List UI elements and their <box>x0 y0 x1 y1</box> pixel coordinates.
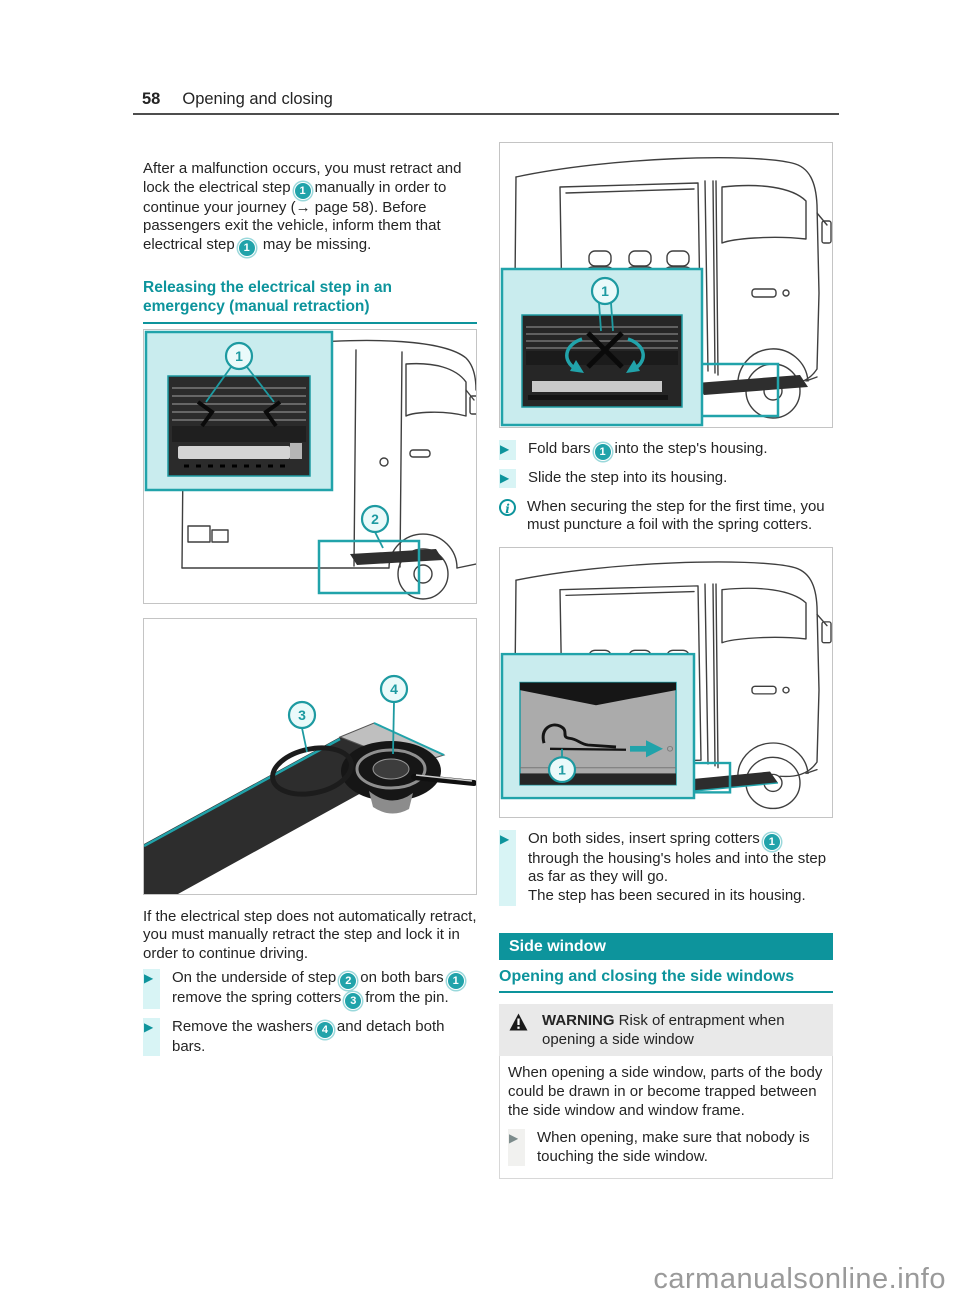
van-fold-bars-illustration <box>500 143 832 427</box>
svg-text:1: 1 <box>235 347 243 364</box>
callout-1-badge: 1 <box>595 444 611 460</box>
callout-4-badge: 4 <box>317 1022 333 1038</box>
warning-body <box>499 1056 833 1179</box>
info-icon: i <box>499 499 516 516</box>
info-note-text: When securing the step for the first time, you must puncture a foil with the spring cotters. <box>527 497 825 534</box>
figure-van-fold-bars <box>499 142 833 428</box>
svg-text:1: 1 <box>601 283 609 299</box>
watermark: carmanualsonline.info <box>653 1263 946 1295</box>
instruction-arrow-icon: ▶ <box>143 969 160 1009</box>
intro-text-2: manually in order to continue your journey (→ page 58). Before passengers exit the vehicle, inform them that electrical step <box>143 178 447 253</box>
callout-1-badge: 1 <box>764 834 780 850</box>
secure-steps <box>499 830 833 906</box>
figure-van-step-bars <box>143 329 477 604</box>
step-text: On both sides, insert spring cotters 1 through the housing's holes and into the step as far as they will go. The step has been secured in its housing. <box>528 829 827 904</box>
intro-paragraph <box>143 160 477 256</box>
svg-text:3: 3 <box>298 706 306 723</box>
step-item <box>143 1018 477 1057</box>
warning-box <box>499 1004 833 1179</box>
release-steps <box>143 969 477 1057</box>
warning-step-text: When opening, make sure that nobody is touching the side window. <box>537 1129 810 1165</box>
section-heading-side-windows: Opening and closing the side windows <box>499 968 833 994</box>
right-column <box>499 142 833 1179</box>
bars-detail-inset <box>146 332 332 490</box>
retracted-step-shape <box>350 549 443 565</box>
warning-header <box>499 1004 833 1056</box>
step-text: Slide the step into its housing. <box>528 469 728 486</box>
stow-steps <box>499 440 833 488</box>
chapter-title: Opening and closing <box>182 90 333 108</box>
info-note <box>499 498 833 535</box>
callout-3-badge: 3 <box>345 993 361 1009</box>
intro-text-1: After a malfunction occurs, you must retract and lock the electrical step <box>143 160 462 196</box>
warning-title: WARNING Risk of entrapment when opening a side window <box>542 1012 785 1048</box>
step-item <box>499 440 833 460</box>
step-item <box>499 469 833 488</box>
instruction-arrow-icon: ▶ <box>499 830 516 906</box>
step-text: Remove the washers 4 and detach both bars. <box>172 1017 445 1055</box>
callout-1-badge: 1 <box>448 973 464 989</box>
intro-text-3: may be missing. <box>262 235 372 253</box>
figure-callout-3 <box>289 702 315 752</box>
svg-text:2: 2 <box>371 510 379 527</box>
van-step-bars-illustration <box>144 330 476 603</box>
section-heading-release-step: Releasing the electrical step in an emergency (manual retraction) <box>143 278 477 324</box>
svg-text:4: 4 <box>390 680 398 697</box>
instruction-arrow-icon: ▶ <box>499 440 516 460</box>
callout-1-badge: 1 <box>295 183 311 199</box>
fold-bars-inset <box>502 269 702 425</box>
instruction-arrow-icon: ▶ <box>143 1018 160 1057</box>
instruction-arrow-icon: ▶ <box>508 1129 525 1166</box>
svg-text:1: 1 <box>558 762 566 778</box>
figure-van-insert-cotters <box>499 547 833 818</box>
page-header <box>133 90 839 115</box>
callout-1-badge: 1 <box>239 240 255 256</box>
warning-body-text: When opening a side window, parts of the body could be drawn in or become trapped between the side window and window frame. <box>508 1064 823 1119</box>
figure-cotter-washer <box>143 618 477 895</box>
insert-cotter-inset <box>502 654 694 798</box>
warning-icon <box>509 1013 528 1031</box>
section-banner-side-window: Side window <box>499 933 833 960</box>
step-highlight-box <box>319 541 419 593</box>
step-item <box>499 830 833 906</box>
instruction-arrow-icon: ▶ <box>499 469 516 488</box>
deployed-step-shape <box>696 375 808 395</box>
step-text: Fold bars 1 into the step's housing. <box>528 440 768 458</box>
page-number: 58 <box>142 90 161 108</box>
callout-2-badge: 2 <box>340 973 356 989</box>
cotter-washer-illustration <box>144 619 476 894</box>
step-result-text: The step has been secured in its housing. <box>528 886 806 904</box>
van-insert-cotters-illustration <box>500 548 832 817</box>
left-column <box>143 160 477 1065</box>
warning-step <box>508 1129 824 1166</box>
step-text: On the underside of step 2 on both bars 1remove the spring cotters 3 from the pin. <box>172 969 477 1009</box>
manual-retract-paragraph: If the electrical step does not automatically retract, you must manually retract the step and lock it in order to continue driving. <box>143 907 477 962</box>
step-item <box>143 969 477 1009</box>
